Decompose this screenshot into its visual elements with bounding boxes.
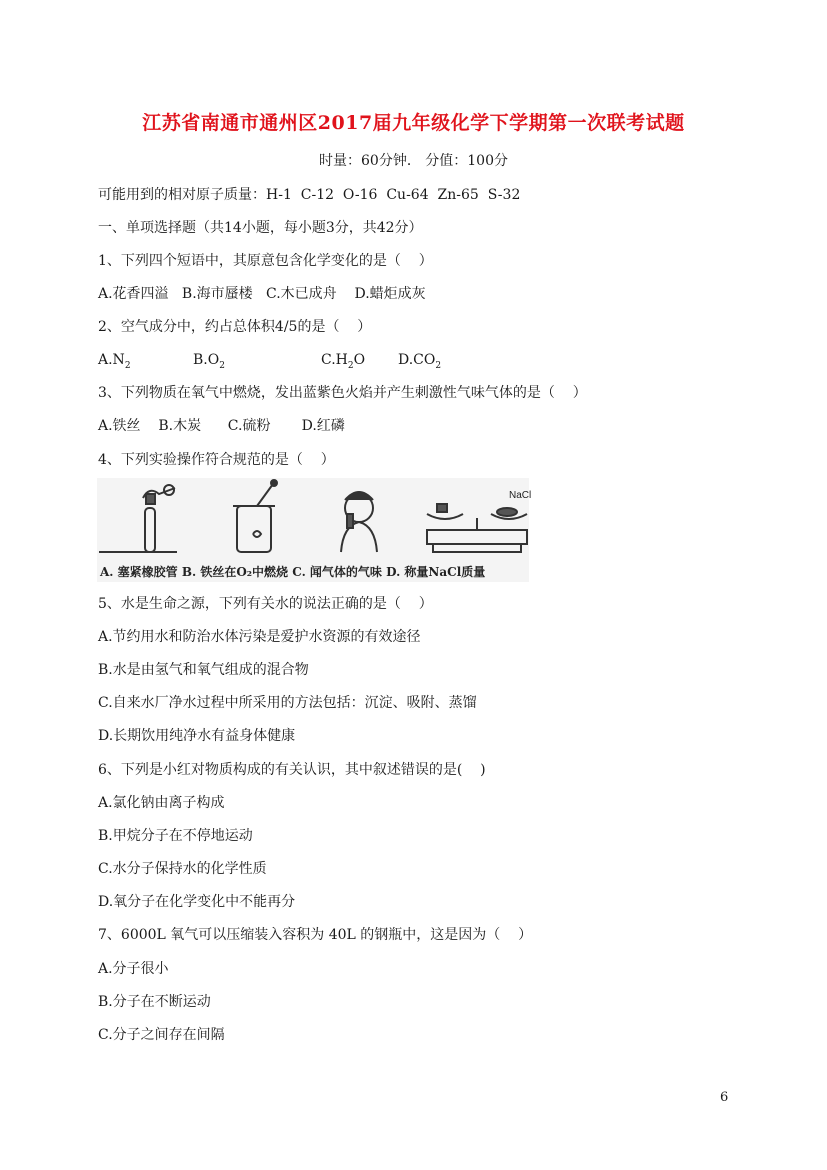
question-2-option-c: $C.H_2O$ <box>321 352 366 371</box>
page-number: 6 <box>720 1090 729 1105</box>
question-6-option-d: D.氧分子在化学变化中不能再分 <box>98 894 296 910</box>
question-1-options: A.花香四溢 B.海市蜃楼 C.木已成舟 D.蜡炬成灰 <box>98 286 426 302</box>
question-5-option-b: B.水是由氢气和氧气组成的混合物 <box>98 662 309 678</box>
question-5-stem: 5、水是生命之源，下列有关水的说法正确的是（ ） <box>98 596 433 612</box>
question-5-option-d: D.长期饮用纯净水有益身体健康 <box>98 728 296 744</box>
question-5-option-a: A.节约用水和防治水体污染是爱护水资源的有效途径 <box>98 629 421 645</box>
question-6-option-b: B.甲烷分子在不停地运动 <box>98 828 253 844</box>
document-title: 江苏省南通市通州区2017届九年级化学下学期第一次联考试题 <box>142 112 685 134</box>
question-6-option-c: C.水分子保持水的化学性质 <box>98 861 267 877</box>
atomic-mass-line: 可能用到的相对原子质量：H-1 C-12 O-16 Cu-64 Zn-65 S-32 <box>98 187 521 203</box>
figure-caption: A. 塞紧橡胶管 B. 铁丝在O₂中燃烧 C. 闻气体的气味 D. 称量NaCl质量 <box>100 565 486 579</box>
question-7-option-a: A.分子很小 <box>98 961 169 977</box>
question-3-options: A.铁丝 B.木炭 C.硫粉 D.红磷 <box>98 418 345 434</box>
question-2-option-a: $A.N_2$ <box>98 352 131 371</box>
question-5-option-c: C.自来水厂净水过程中所采用的方法包括：沉淀、吸附、蒸馏 <box>98 695 477 711</box>
question-7-option-b: B.分子在不断运动 <box>98 994 211 1010</box>
question-2-stem: 2、空气成分中，约占总体积4/5的是（ ） <box>98 319 372 335</box>
nacl-label: NaCl <box>509 490 532 501</box>
question-7-option-c: C.分子之间存在间隔 <box>98 1027 225 1043</box>
question-3-stem: 3、下列物质在氧气中燃烧，发出蓝紫色火焰并产生刺激性气味气体的是（ ） <box>98 385 587 401</box>
question-2-option-b: $B.O_2$ <box>193 352 225 371</box>
question-1-stem: 1、下列四个短语中，其原意包含化学变化的是（ ） <box>98 253 433 269</box>
question-6-option-a: A.氯化钠由离子构成 <box>98 795 225 811</box>
question-2-option-d: $D.CO_2$ <box>398 352 442 371</box>
section-heading: 一、单项选择题（共14小题，每小题3分，共42分） <box>98 220 423 236</box>
question-4-stem: 4、下列实验操作符合规范的是（ ） <box>98 452 335 468</box>
exam-meta: 时量：60分钟． 分值：100分 <box>319 153 508 169</box>
question-7-stem: 7、6000L 氧气可以压缩装入容积为 40L 的钢瓶中，这是因为（ ） <box>98 927 533 943</box>
question-6-stem: 6、下列是小红对物质构成的有关认识，其中叙述错误的是( ) <box>98 762 486 778</box>
